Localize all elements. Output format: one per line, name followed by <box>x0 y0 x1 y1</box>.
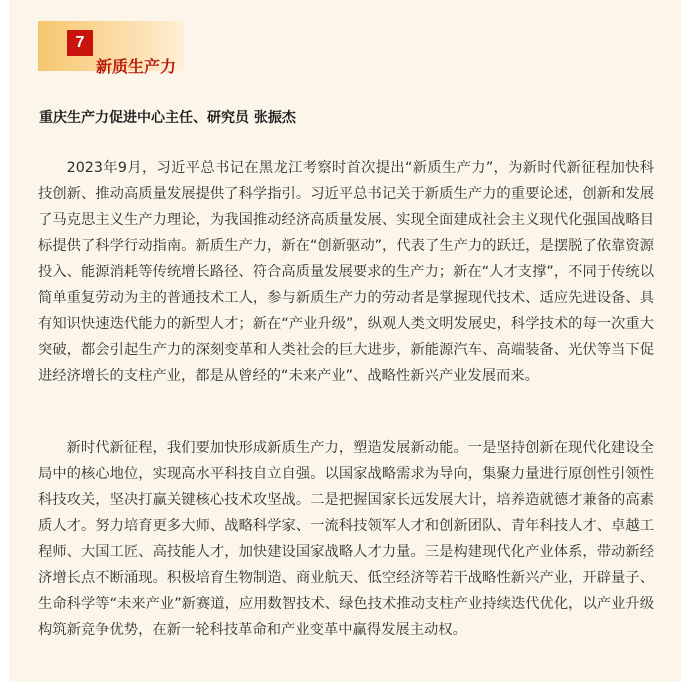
body-paragraph-1: 2023年9月，习近平总书记在黑龙江考察时首次提出“新质生产力”，为新时代新征程加快科技创新、推动高质量发展提供了科学指引。习近平总书记关于新质生产力的重要论述，创新和发展了马克思主义生产力理论，为我国推动经济高质量发展、实现全面建成社会主义现代化强国战略目标提供了科学行动指南。新质生产力，新在“创新驱动”，代表了生产力的跃迁，是摆脱了依靠资源投入、能源消耗等传统增长路径、符合高质量发展要求的生产力；新在“人才支撑”，不同于传统以简单重复劳动为主的普通技术工人，参与新质生产力的劳动者是掌握现代技术、适应先进设备、具有知识快速迭代能力的新型人才；新在“产业升级”，纵观人类文明发展史，科学技术的每一次重大突破，都会引起生产力的深刻变革和人类社会的巨大进步，新能源汽车、高端装备、光伏等当下促进经济增长的支柱产业，都是从曾经的“未来产业”、战略性新兴产业发展而来。 <box>38 160 654 384</box>
body-paragraph-2: 新时代新征程，我们要加快形成新质生产力，塑造发展新动能。一是坚持创新在现代化建设全局中的核心地位，实现高水平科技自立自强。以国家战略需求为导向，集聚力量进行原创性引领性科技攻关，坚决打赢关键核心技术攻坚战。二是把握国家长远发展大计，培养造就德才兼备的高素质人才。努力培育更多大师、战略科学家、一流科技领军人才和创新团队、青年科技人才、卓越工程师、大国工匠、高技能人才，加快建设国家战略人才力量。三是构建现代化产业体系，带动新经济增长点不断涌现。积极培育生物制造、商业航天、低空经济等若干战略性新兴产业，开辟量子、生命科学等“未来产业”新赛道，应用数智技术、绿色技术推动支柱产业持续迭代优化，以产业升级构筑新竞争优势，在新一轮科技革命和产业变革中赢得发展主动权。 <box>38 440 654 638</box>
section-title: 新质生产力 <box>96 57 177 76</box>
section-title-tag <box>38 21 184 76</box>
article-page <box>9 0 681 682</box>
author-byline: 重庆生产力促进中心主任、研究员 张振杰 <box>39 110 296 126</box>
section-number-badge: 7 <box>67 30 93 56</box>
